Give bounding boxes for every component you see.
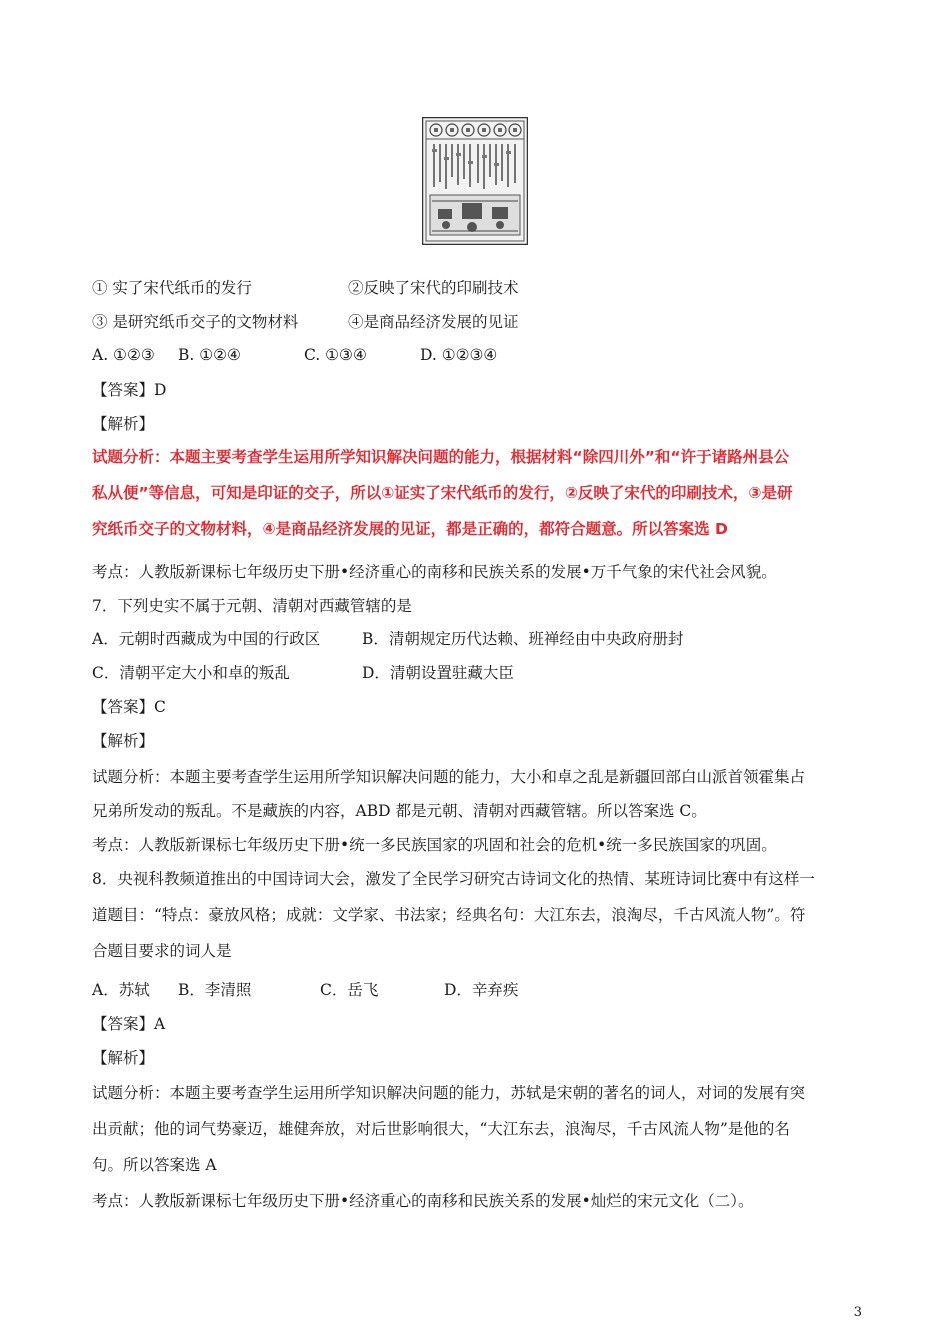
- q7-choice-b: B．清朝规定历代达赖、班禅经由中央政府册封: [362, 630, 684, 648]
- q6-analysis-line-1: 试题分析：本题主要考查学生运用所学知识解决问题的能力，根据材料“除四川外”和“许于诸路州县公: [92, 448, 790, 466]
- q8-stem-line-2: 道题目：“特点：豪放风格；成就：文学家、书法家；经典名句：大江东去，浪淘尽，千古风流人物”。符: [92, 906, 806, 924]
- q8-stem-line-1: 8．央视科教频道推出的中国诗词大会，激发了全民学习研究古诗词文化的热情、某班诗词比赛中有这样一: [92, 870, 815, 888]
- q8-choice-c: C．岳飞: [320, 981, 379, 999]
- jiaozi-banknote-image: [422, 117, 528, 245]
- q7-stem: 7．下列史实不属于元朝、清朝对西藏管辖的是: [92, 597, 412, 615]
- q6-option-3: ③ 是研究纸币交子的文物材料: [92, 313, 299, 331]
- q6-choice-b: B. ①②④: [178, 346, 241, 364]
- q6-choice-c: C. ①③④: [304, 346, 367, 364]
- q6-option-1: ① 实了宋代纸币的发行: [92, 279, 252, 297]
- q6-analysis-label: 【解析】: [92, 415, 155, 433]
- q6-analysis-line-3: 究纸币交子的文物材料，④是商品经济发展的见证，都是正确的，都符合题意。所以答案选 D: [92, 520, 728, 538]
- q6-choice-a: A. ①②③: [92, 346, 155, 364]
- q8-analysis-line-1: 试题分析：本题主要考查学生运用所学知识解决问题的能力，苏轼是宋朝的著名的词人，对词的发展有突: [92, 1084, 806, 1102]
- q7-choice-a: A．元朝时西藏成为中国的行政区: [92, 630, 321, 648]
- q6-options-row-2: [92, 312, 519, 332]
- q7-choice-d: D．清朝设置驻藏大臣: [362, 664, 514, 682]
- page-number: 3: [853, 1305, 862, 1320]
- q6-option-2: ②反映了宋代的印刷技术: [348, 279, 519, 297]
- q7-options-row-2: [92, 663, 514, 683]
- q6-analysis-line-2: 私从便”等信息，可知是印证的交子，所以①证实了宋代纸币的发行，②反映了宋代的印刷技术，③是研: [92, 484, 793, 502]
- q8-stem-line-3: 合题目要求的词人是: [92, 942, 232, 960]
- q7-options-row-1: [92, 629, 684, 649]
- q8-analysis-label: 【解析】: [92, 1049, 155, 1067]
- q8-answer: 【答案】A: [92, 1015, 166, 1033]
- q8-choice-d: D．辛弃疾: [444, 981, 519, 999]
- q7-analysis-label: 【解析】: [92, 732, 155, 750]
- q8-analysis-line-3: 句。所以答案选 A: [92, 1156, 217, 1174]
- q7-analysis-line-1: 试题分析：本题主要考查学生运用所学知识解决问题的能力，大小和卓之乱是新疆回部白山派首领霍集占: [92, 768, 806, 786]
- q8-analysis-line-2: 出贡献；他的词气势豪迈，雄健奔放，对后世影响很大，“大江东去，浪淘尽，千古风流人物”是他的名: [92, 1120, 790, 1138]
- q6-choice-d: D. ①②③④: [420, 346, 498, 364]
- q8-choice-a: A．苏轼: [92, 981, 150, 999]
- q7-choice-c: C．清朝平定大小和卓的叛乱: [92, 664, 290, 682]
- q7-analysis-line-2: 兄弟所发动的叛乱。不是藏族的内容，ABD 都是元朝、清朝对西藏管辖。所以答案选 C。: [92, 802, 707, 820]
- q8-kaodian: 考点：人教版新课标七年级历史下册•经济重心的南移和民族关系的发展•灿烂的宋元文化（二）。: [92, 1192, 754, 1210]
- q6-answer: 【答案】D: [92, 381, 167, 399]
- q6-options-row-1: [92, 278, 519, 298]
- q6-kaodian: 考点：人教版新课标七年级历史下册•经济重心的南移和民族关系的发展•万千气象的宋代社会风貌。: [92, 563, 777, 581]
- q7-answer: 【答案】C: [92, 698, 166, 716]
- q6-option-4: ④是商品经济发展的见证: [348, 313, 519, 331]
- q7-kaodian: 考点：人教版新课标七年级历史下册•统一多民族国家的巩固和社会的危机•统一多民族国家的巩固。: [92, 836, 777, 854]
- q8-choice-b: B．李清照: [178, 981, 252, 999]
